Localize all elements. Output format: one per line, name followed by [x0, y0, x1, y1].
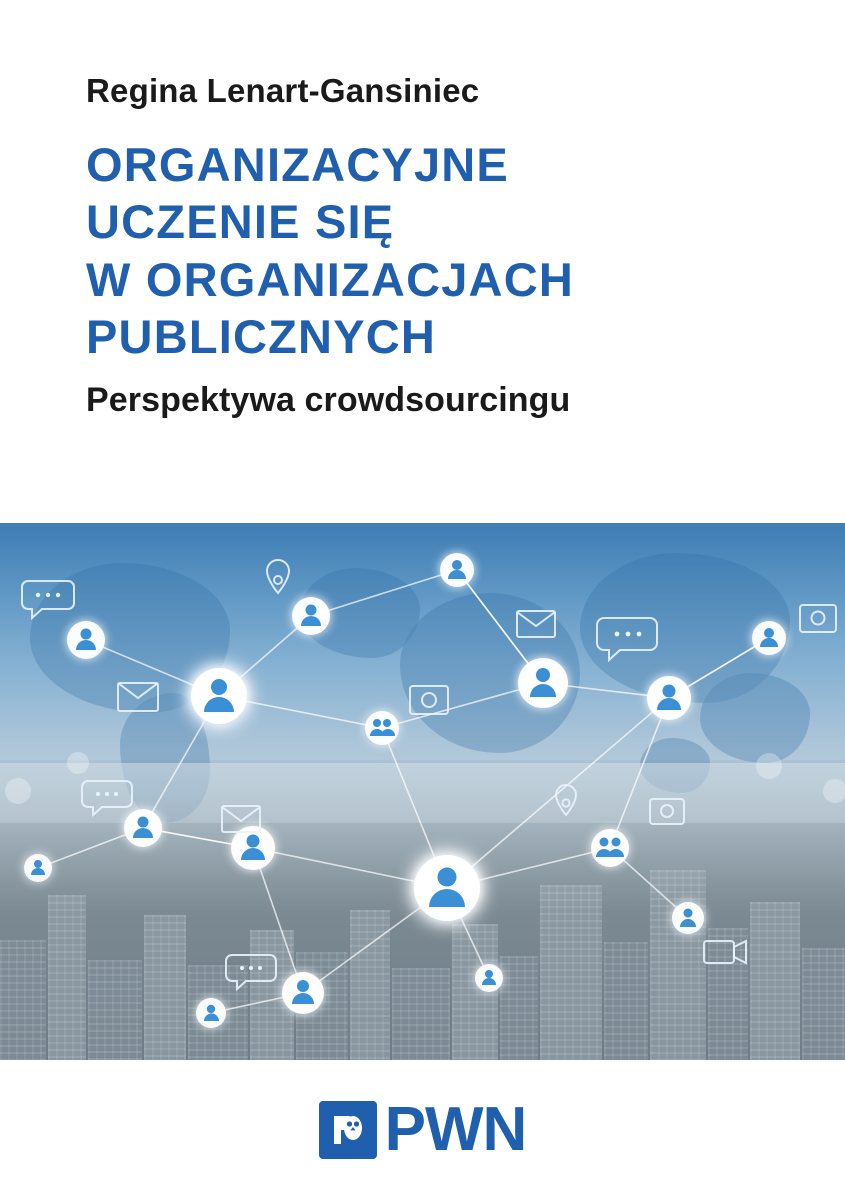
- book-subtitle: Perspektywa crowdsourcingu: [86, 381, 571, 420]
- title-line-2: UCZENIE SIĘ: [86, 195, 395, 249]
- chat-bubble-icon: [597, 618, 657, 660]
- pwn-logo: [319, 1095, 527, 1164]
- title-line-1: ORGANIZACYJNE: [86, 138, 509, 191]
- author-name: Regina Lenart-Gansiniec: [86, 72, 480, 109]
- camera-icon: [800, 605, 836, 632]
- user-icon: [752, 621, 786, 655]
- user-icon: [475, 964, 503, 992]
- title-line-3: W ORGANIZACJACH: [86, 252, 574, 306]
- location-pin-icon: [267, 560, 289, 593]
- camera-icon: [410, 686, 448, 714]
- users-group-icon: [365, 711, 399, 745]
- user-icon: [292, 597, 330, 635]
- user-icon: [440, 553, 474, 587]
- book-title: [86, 136, 785, 365]
- user-icon: [282, 972, 324, 1014]
- location-pin-icon: [556, 785, 576, 815]
- pwn-owl-icon: [319, 1101, 377, 1159]
- user-icon: [67, 621, 105, 659]
- user-icon: [24, 854, 52, 882]
- chat-bubble-icon: [82, 781, 132, 815]
- users-group-icon: [591, 829, 629, 867]
- publisher-name: PWN: [384, 1095, 527, 1164]
- video-icon: [704, 941, 746, 963]
- publisher-logo-area: [0, 1060, 845, 1200]
- cover-text-block: [0, 0, 845, 523]
- user-icon: [414, 855, 480, 921]
- cover-illustration: [0, 523, 845, 1060]
- chat-bubble-icon: [226, 955, 276, 989]
- camera-icon: [650, 799, 684, 824]
- title-line-4: PUBLICZNYCH: [86, 309, 437, 363]
- mail-icon: [517, 611, 555, 637]
- user-icon: [518, 658, 568, 708]
- chat-bubble-icon: [22, 581, 74, 618]
- user-icon: [191, 668, 247, 724]
- user-icon: [672, 902, 704, 934]
- network-overlay: [0, 523, 845, 1060]
- user-icon: [196, 998, 226, 1028]
- user-icon: [124, 809, 162, 847]
- mail-icon: [118, 683, 158, 711]
- user-icon: [647, 676, 691, 720]
